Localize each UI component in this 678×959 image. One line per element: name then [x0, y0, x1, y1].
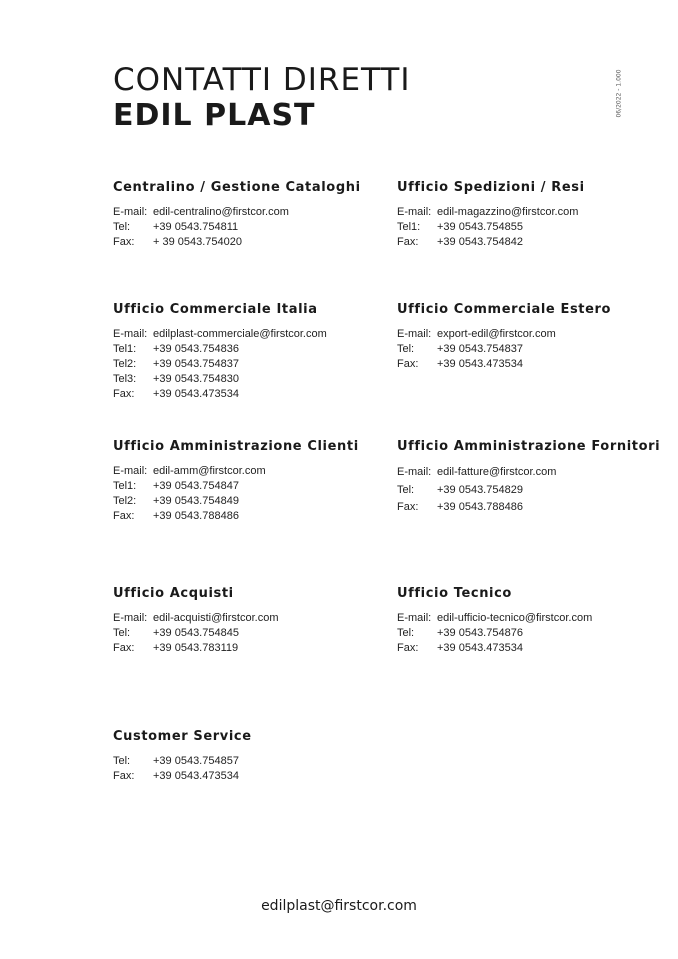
document-code: 06/2022 - 1.000	[615, 69, 623, 118]
fax-value: +39 0543.473534	[437, 358, 523, 370]
contact-label: Tel:	[397, 483, 415, 496]
contact-label: E-mail:	[113, 612, 148, 624]
email-link[interactable]: edil-magazzino@firstcor.com	[437, 206, 579, 218]
phone-value: +39 0543.754830	[153, 373, 239, 385]
office-centralino	[113, 180, 363, 250]
contact-row	[113, 626, 363, 641]
contact-label: Fax:	[397, 236, 419, 248]
contact-label: Fax:	[113, 642, 135, 654]
contact-label: Tel2:	[113, 495, 137, 507]
page-title-bold: EDIL PLAST	[113, 98, 316, 133]
contact-row	[397, 626, 647, 641]
email-link[interactable]: edilplast-commerciale@firstcor.com	[153, 328, 327, 340]
office-title: Ufficio Tecnico	[397, 586, 512, 601]
office-spedizioni	[397, 180, 647, 250]
fax-value: + 39 0543.754020	[153, 236, 243, 248]
email-link[interactable]: edil-amm@firstcor.com	[153, 465, 266, 477]
contact-label: E-mail:	[397, 466, 432, 478]
office-customer-service	[113, 729, 363, 784]
office-commerciale-estero	[397, 302, 647, 372]
email-link[interactable]: export-edil@firstcor.com	[437, 328, 556, 340]
contact-label: Fax:	[113, 236, 135, 248]
contact-row	[113, 509, 363, 524]
fax-value: +39 0543.754842	[437, 236, 523, 248]
contact-row	[113, 342, 363, 357]
contact-row	[113, 327, 363, 342]
contact-row	[113, 387, 363, 402]
phone-value: +39 0543.754829	[437, 483, 523, 496]
contact-row	[113, 769, 363, 784]
contact-label: Fax:	[397, 501, 419, 513]
contact-label: Tel3:	[113, 373, 137, 385]
contact-label: Fax:	[113, 510, 135, 522]
contact-row	[397, 342, 647, 357]
fax-value: +39 0543.473534	[437, 642, 523, 654]
contact-row	[397, 205, 647, 220]
office-amministrazione-clienti	[113, 439, 363, 524]
fax-value: +39 0543.473534	[153, 770, 239, 782]
office-title: Ufficio Amministrazione Fornitori	[397, 439, 661, 454]
contact-label: Tel1:	[113, 480, 137, 492]
contact-label: Tel:	[397, 343, 415, 355]
contact-row	[397, 641, 647, 656]
contact-label: Fax:	[397, 642, 419, 654]
contact-row	[113, 220, 363, 235]
phone-value: +39 0543.754847	[153, 480, 239, 492]
contact-label: Tel1:	[113, 343, 137, 355]
contact-row	[397, 357, 647, 372]
contact-row	[113, 494, 363, 509]
office-title: Ufficio Amministrazione Clienti	[113, 439, 359, 454]
contact-label: E-mail:	[397, 206, 432, 218]
office-title: Customer Service	[113, 729, 252, 744]
fax-value: +39 0543.788486	[153, 510, 239, 522]
contact-row	[397, 220, 647, 235]
contact-label: Tel2:	[113, 358, 137, 370]
contact-label: Tel1:	[397, 221, 421, 233]
contact-label: Tel:	[113, 221, 131, 233]
phone-value: +39 0543.754836	[153, 343, 239, 355]
contact-row	[113, 235, 363, 250]
contact-row	[113, 479, 363, 494]
contact-row	[113, 464, 363, 479]
email-link[interactable]: edil-ufficio-tecnico@firstcor.com	[437, 612, 593, 624]
office-title: Ufficio Commerciale Italia	[113, 302, 318, 317]
contact-row	[397, 499, 667, 517]
contact-label: E-mail:	[397, 328, 432, 340]
contact-label: E-mail:	[397, 612, 432, 624]
office-acquisti	[113, 586, 363, 656]
phone-value: +39 0543.754849	[153, 495, 239, 507]
contact-row	[113, 357, 363, 372]
contact-row	[397, 327, 647, 342]
phone-value: +39 0543.754857	[153, 755, 239, 767]
contact-label: E-mail:	[113, 465, 148, 477]
phone-value: +39 0543.754837	[437, 343, 523, 355]
contact-row	[113, 611, 363, 626]
contact-row	[113, 205, 363, 220]
office-title: Centralino / Gestione Cataloghi	[113, 180, 361, 195]
fax-value: +39 0543.783119	[153, 642, 239, 654]
office-tecnico	[397, 586, 647, 656]
email-link[interactable]: edil-centralino@firstcor.com	[153, 206, 289, 218]
contact-label: Fax:	[113, 388, 135, 400]
contact-row	[113, 641, 363, 656]
contact-label: Fax:	[397, 358, 419, 370]
phone-value: +39 0543.754855	[437, 221, 523, 233]
phone-value: +39 0543.754837	[153, 358, 239, 370]
contact-row	[113, 372, 363, 387]
office-title: Ufficio Commerciale Estero	[397, 302, 612, 317]
phone-value: +39 0543.754876	[437, 627, 523, 639]
contact-label: E-mail:	[113, 206, 148, 218]
contact-label: Tel:	[113, 627, 131, 639]
office-amministrazione-fornitori	[397, 439, 667, 517]
contact-row	[397, 235, 647, 250]
contact-label: Fax:	[113, 770, 135, 782]
office-title: Ufficio Spedizioni / Resi	[397, 180, 585, 195]
footer-email-link[interactable]: edilplast@firstcor.com	[261, 898, 417, 914]
fax-value: +39 0543.788486	[437, 501, 523, 513]
contact-label: Tel:	[113, 755, 131, 767]
contact-label: E-mail:	[113, 328, 148, 340]
office-commerciale-italia	[113, 302, 363, 402]
contact-row	[397, 482, 667, 500]
email-link[interactable]: edil-acquisti@firstcor.com	[153, 612, 279, 624]
office-title: Ufficio Acquisti	[113, 586, 234, 601]
contact-row	[113, 754, 363, 769]
phone-value: +39 0543.754845	[153, 627, 239, 639]
fax-value: +39 0543.473534	[153, 388, 239, 400]
contact-row	[397, 464, 667, 482]
contact-row	[397, 611, 647, 626]
email-link[interactable]: edil-fatture@firstcor.com	[437, 466, 557, 478]
page-title-light: CONTATTI DIRETTI	[113, 62, 411, 98]
phone-value: +39 0543.754811	[153, 221, 239, 233]
contact-label: Tel:	[397, 627, 415, 639]
